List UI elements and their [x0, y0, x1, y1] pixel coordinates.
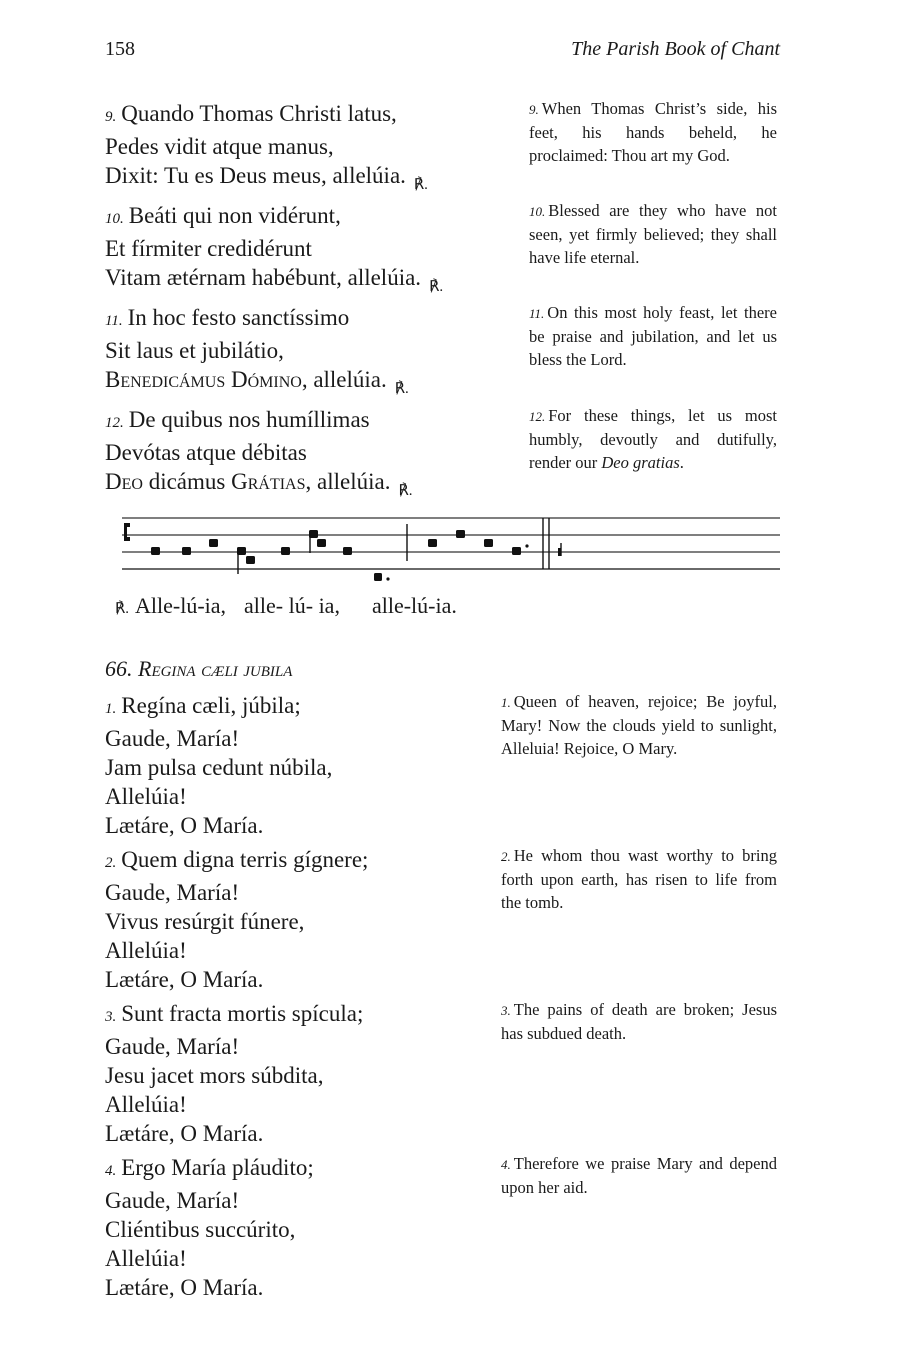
- response-symbol: ℟.: [429, 279, 444, 295]
- verse-number: 11.: [529, 306, 545, 321]
- hymn-latin-verse-3: [105, 999, 363, 1148]
- verse-number: 2.: [105, 855, 117, 871]
- latin-small-caps: Grátias: [231, 469, 306, 494]
- latin-line: Lætáre, O María.: [105, 1121, 264, 1146]
- latin-line: dicámus: [142, 469, 232, 494]
- latin-line: Lætáre, O María.: [105, 1275, 264, 1300]
- english-text: For these things, let us most humbly, devoutly and dutifully, render our: [529, 406, 777, 472]
- latin-line: Gaude, María!: [105, 1188, 240, 1213]
- dot: [525, 544, 528, 547]
- verse-number: 3.: [501, 1003, 511, 1018]
- latin-line: Jam pulsa cedunt núbila,: [105, 755, 333, 780]
- hymn-number: 66.: [105, 656, 133, 681]
- latin-line: De quibus nos humíllimas: [128, 407, 370, 432]
- latin-line: Sit laus et jubilátio,: [105, 338, 284, 363]
- verse-number: 9.: [529, 102, 539, 117]
- hymn-latin-verse-1: [105, 691, 332, 840]
- latin-line: In hoc festo sanctíssimo: [127, 305, 350, 330]
- hymn-title: Regina cæli jubila: [138, 656, 293, 681]
- english-text: When Thomas Christ’s side, his feet, his hands beheld, he proclaimed: Thou art my God.: [529, 99, 777, 165]
- english-text: On this most holy feast, let there be praise and jubilation, and let us bless the Lord.: [529, 303, 777, 369]
- verse-number: 9.: [105, 109, 117, 125]
- latin-line: Gaude, María!: [105, 880, 240, 905]
- neume: [456, 530, 465, 538]
- latin-line: Quem digna terris gígnere;: [121, 847, 369, 872]
- neume: [246, 556, 255, 564]
- verse-number: 11.: [105, 313, 123, 329]
- neume: [281, 547, 290, 555]
- latin-line: Jesu jacet mors súbdita,: [105, 1063, 324, 1088]
- response-symbol: ℟.: [394, 381, 409, 397]
- verse-number: 10.: [529, 204, 546, 219]
- english-text: .: [679, 453, 684, 472]
- response-symbol: ℟.: [398, 483, 413, 499]
- hymn-english-verse-1: [501, 690, 777, 760]
- hymn-english-verse-4: [501, 1152, 777, 1199]
- neume: [343, 547, 352, 555]
- neume: [182, 547, 191, 555]
- english-text: He whom thou wast worthy to bring forth upon earth, has risen to life from the tomb.: [501, 846, 777, 912]
- latin-line: Et fírmiter credidérunt: [105, 236, 312, 261]
- neume: [428, 539, 437, 547]
- latin-line: Beáti qui non vidérunt,: [128, 203, 341, 228]
- latin-line: Regína cæli, júbila;: [121, 693, 301, 718]
- latin-line: Sunt fracta mortis spícula;: [121, 1001, 364, 1026]
- latin-small-caps: Deo: [105, 469, 143, 494]
- latin-line: Vivus resúrgit fúnere,: [105, 909, 305, 934]
- page-number: 158: [105, 38, 135, 60]
- latin-line: Quando Thomas Christi latus,: [121, 101, 397, 126]
- verse-number: 1.: [501, 695, 511, 710]
- english-text: Blessed are they who have not seen, yet firmly believed; they shall have life eternal.: [529, 201, 777, 267]
- chant-lyrics: [115, 593, 457, 619]
- verse-number: 4.: [105, 1163, 117, 1179]
- english-text: The pains of death are broken; Jesus has subdued death.: [501, 1000, 777, 1043]
- latin-line: Allelúia!: [105, 1246, 187, 1271]
- neume: [317, 539, 326, 547]
- english-text: Queen of heaven, rejoice; Be joyful, Mary! Now the clouds yield to sunlight, Alleluia! Rejoice, O Mary.: [501, 692, 777, 758]
- response-symbol: ℟.: [413, 177, 428, 193]
- latin-line: Dixit: Tu es Deus meus, allelúia.: [105, 163, 406, 188]
- response-symbol: ℟.: [115, 601, 130, 617]
- verse-number: 2.: [501, 849, 511, 864]
- hymn-english-verse-2: [501, 844, 777, 914]
- verse-number: 1.: [105, 701, 117, 717]
- latin-line: Cliéntibus succúrito,: [105, 1217, 296, 1242]
- latin-line: , allelúia.: [305, 469, 391, 494]
- verse-number: 10.: [105, 211, 124, 227]
- hymn-latin-verse-2: [105, 845, 368, 994]
- neume: [484, 539, 493, 547]
- dot: [386, 577, 389, 580]
- verse-number: 12.: [529, 409, 546, 424]
- latin-line: Gaude, María!: [105, 726, 240, 751]
- verse-number: 4.: [501, 1157, 511, 1172]
- verse-number: 3.: [105, 1009, 117, 1025]
- lyric-word: alle-lú-ia.: [371, 593, 457, 618]
- latin-line: Allelúia!: [105, 938, 187, 963]
- neume: [209, 539, 218, 547]
- lyric-word: alle- lú- ia,: [244, 593, 340, 618]
- english-text: Therefore we praise Mary and depend upon her aid.: [501, 1154, 777, 1197]
- lyric-word: Alle-lú-ia,: [135, 593, 227, 618]
- english-italic: Deo gratias: [601, 453, 680, 472]
- chant-staff: [0, 0, 900, 600]
- running-title: The Parish Book of Chant: [571, 38, 780, 60]
- latin-line: Vitam ætérnam habébunt, allelúia.: [105, 265, 422, 290]
- c-clef-icon: [124, 523, 130, 541]
- neume: [374, 573, 382, 581]
- latin-line: Devótas atque débitas: [105, 440, 307, 465]
- latin-line: Lætáre, O María.: [105, 813, 264, 838]
- verse-number: 12.: [105, 415, 124, 431]
- neume: [512, 547, 521, 555]
- latin-line: Ergo María pláudito;: [121, 1155, 314, 1180]
- hymn-latin-verse-4: [105, 1153, 314, 1302]
- hymn-english-verse-3: [501, 998, 777, 1045]
- latin-line: Pedes vidit atque manus,: [105, 134, 334, 159]
- neume: [151, 547, 160, 555]
- latin-line: Gaude, María!: [105, 1034, 240, 1059]
- latin-small-caps: Benedicámus Dómino: [105, 367, 302, 392]
- latin-line: , allelúia.: [301, 367, 387, 392]
- hymn-heading: [105, 656, 292, 682]
- latin-line: Allelúia!: [105, 1092, 187, 1117]
- latin-line: Allelúia!: [105, 784, 187, 809]
- latin-line: Lætáre, O María.: [105, 967, 264, 992]
